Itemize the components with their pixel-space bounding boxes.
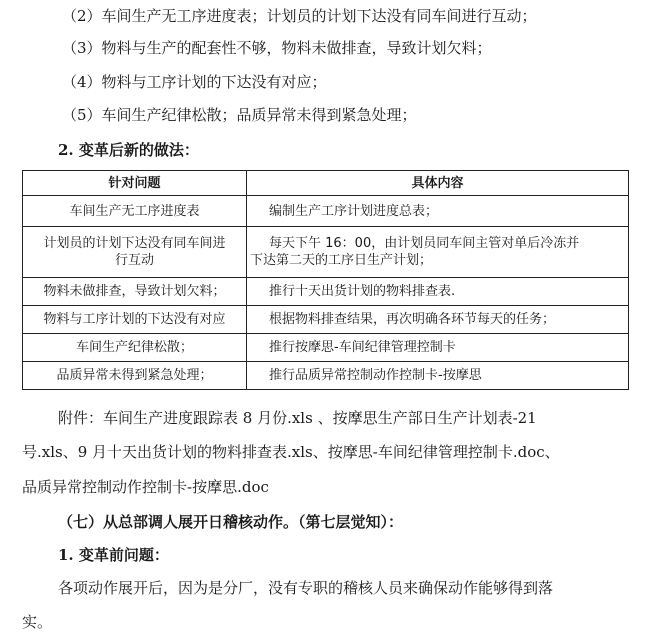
table-row xyxy=(23,306,629,334)
body-line-1: 各项动作展开后，因为是分厂，没有专职的稽核人员来确保动作能够得到落 xyxy=(58,579,554,597)
problem-cell-line: 计划员的计划下达没有同车间进 xyxy=(43,236,226,251)
content-cell: 推行按摩思-车间纪律管理控制卡 xyxy=(247,334,629,362)
section-heading-seven: （七）从总部调人展开日稽核动作。（第七层觉知）： xyxy=(58,513,404,531)
issue-item-3: （3）物料与生产的配套性不够，物料未做排查，导致计划欠料； xyxy=(62,39,492,57)
content-cell-line: 下达第二天的工序日生产计划； xyxy=(250,253,433,268)
content-cell: 推行品质异常控制动作控制卡-按摩思 xyxy=(247,362,629,390)
content-cell xyxy=(247,227,629,278)
issue-item-5: （5）车间生产纪律松散；品质异常未得到紧急处理； xyxy=(62,106,417,124)
measures-table xyxy=(22,170,629,390)
attachment-line-1: 附件：车间生产进度跟踪表 8 月份.xls 、按摩思生产部日生产计划表-21 xyxy=(58,409,537,427)
problem-cell-line: 行互动 xyxy=(114,253,154,268)
attachment-line-3: 品质异常控制动作控制卡-按摩思.doc xyxy=(22,478,269,496)
section-heading-before-change: 1. 变革前问题： xyxy=(58,546,169,564)
content-cell: 根据物料排查结果，再次明确各环节每天的任务； xyxy=(247,306,629,334)
content-cell: 推行十天出货计划的物料排查表. xyxy=(247,278,629,306)
table-row xyxy=(23,227,629,278)
table-header-row xyxy=(23,171,629,196)
content-cell: 编制生产工序计划进度总表； xyxy=(247,196,629,227)
problem-cell: 车间生产无工序进度表 xyxy=(23,196,247,227)
issue-item-2: （2）车间生产无工序进度表；计划员的计划下达没有同车间进行互动； xyxy=(62,7,537,25)
problem-cell xyxy=(23,227,247,278)
issue-item-4: （4）物料与工序计划的下达没有对应； xyxy=(62,73,327,91)
section-heading-new-practice: 2. 变革后新的做法： xyxy=(58,141,199,159)
body-line-2: 实。 xyxy=(22,613,53,631)
table-row xyxy=(23,334,629,362)
problem-cell: 品质异常未得到紧急处理； xyxy=(23,362,247,390)
table-row xyxy=(23,196,629,227)
column-header-content: 具体内容 xyxy=(247,171,629,196)
content-cell-line: 每天下午 16：00，由计划员同车间主管对单后冷冻并 xyxy=(269,236,580,251)
table-row xyxy=(23,362,629,390)
problem-cell: 物料未做排查，导致计划欠料； xyxy=(23,278,247,306)
problem-cell: 车间生产纪律松散； xyxy=(23,334,247,362)
problem-cell: 物料与工序计划的下达没有对应 xyxy=(23,306,247,334)
column-header-problem: 针对问题 xyxy=(23,171,247,196)
attachment-line-2: 号.xls、9 月十天出货计划的物料排查表.xls、按摩思-车间纪律管理控制卡.doc、 xyxy=(22,443,560,461)
table-row xyxy=(23,278,629,306)
